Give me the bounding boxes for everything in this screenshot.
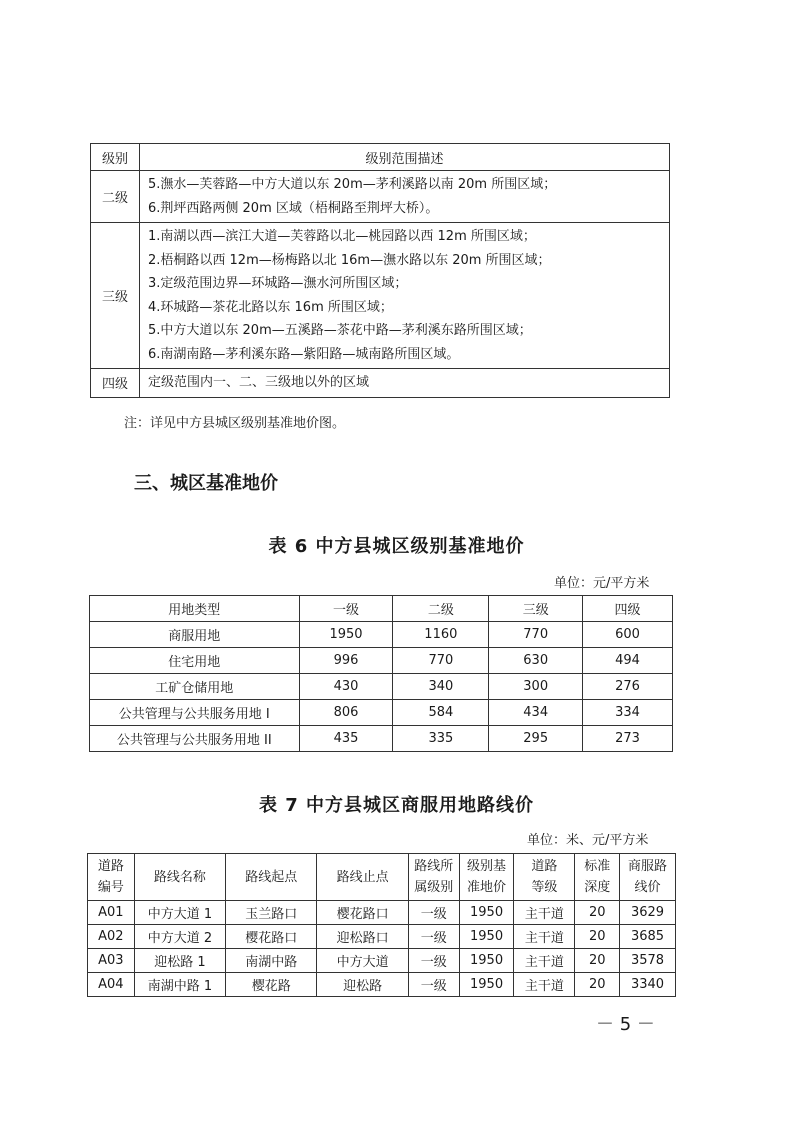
header-cell (134, 854, 225, 901)
table-cell: 迎松路口 (317, 925, 408, 949)
table-cell: 主干道 (514, 949, 575, 973)
table-cell: 300 (489, 674, 583, 700)
table-cell: 中方大道 1 (134, 901, 225, 925)
table-cell: 20 (575, 925, 620, 949)
table-cell: A03 (88, 949, 135, 973)
table-cell: 中方大道 (317, 949, 408, 973)
description-line: 6.荆坪西路两侧 20m 区域（梧桐路至荆坪大桥）。 (148, 200, 439, 216)
table-cell: 3629 (620, 901, 676, 925)
table-cell: 南湖中路 1 (134, 973, 225, 997)
level-cell: 二级 (91, 171, 140, 223)
table-row (91, 171, 670, 223)
table-cell: A02 (88, 925, 135, 949)
header-cell (575, 854, 620, 901)
table-cell: 一级 (408, 949, 459, 973)
table-row (90, 674, 673, 700)
header-line: 路线止点 (336, 869, 389, 885)
table-row (88, 925, 676, 949)
table-row (88, 901, 676, 925)
table-cell: 主干道 (514, 901, 575, 925)
table-cell: 南湖中路 (226, 949, 317, 973)
table-cell: 600 (583, 622, 673, 648)
table6-caption: 表 6 中方县城区级别基准地价 (268, 536, 525, 557)
header-cell: 二级 (393, 596, 489, 622)
header-cell (88, 854, 135, 901)
table-row (90, 622, 673, 648)
header-cell (514, 854, 575, 901)
table-cell: 1950 (299, 622, 393, 648)
table-cell: 20 (575, 901, 620, 925)
table-cell: 公共管理与公共服务用地 I (90, 700, 300, 726)
level-range-table (90, 143, 670, 398)
table6-unit: 单位：元/平方米 (554, 576, 650, 591)
level-cell: 三级 (91, 223, 140, 369)
table-cell: 樱花路口 (317, 901, 408, 925)
table-cell: A01 (88, 901, 135, 925)
table-row (88, 949, 676, 973)
table-cell: 迎松路 (317, 973, 408, 997)
table-cell: 273 (583, 726, 673, 752)
table-cell: 20 (575, 949, 620, 973)
table-header-row (90, 596, 673, 622)
benchmark-price-table (89, 595, 673, 752)
table-row (90, 700, 673, 726)
description-line: 5.中方大道以东 20m—五溪路—茶花中路—茅利溪东路所围区域； (148, 323, 532, 338)
page-number: － 5 － (596, 1014, 655, 1035)
header-cell (620, 854, 676, 901)
header-cell: 三级 (489, 596, 583, 622)
table-cell: A04 (88, 973, 135, 997)
table-cell: 806 (299, 700, 393, 726)
header-line: 道路 (97, 859, 124, 874)
table-cell: 430 (299, 674, 393, 700)
table-cell: 770 (489, 622, 583, 648)
table-cell: 樱花路口 (226, 925, 317, 949)
table-row (90, 648, 673, 674)
header-cell (459, 854, 514, 901)
table-cell: 工矿仓储用地 (90, 674, 300, 700)
table-row (88, 973, 676, 997)
table-cell: 一级 (408, 925, 459, 949)
header-cell: 级别 (91, 144, 140, 171)
description-line: 2.梧桐路以西 12m—杨梅路以北 16m—潕水路以东 20m 所围区域； (148, 252, 551, 268)
header-line: 路线所 (414, 859, 454, 874)
header-line: 级别基 (467, 859, 507, 874)
header-line: 线价 (634, 880, 661, 895)
table-cell: 1950 (459, 949, 514, 973)
header-line: 道路 (531, 859, 558, 874)
description-line: 定级范围内一、二、三级地以外的区域 (148, 375, 370, 390)
table-cell: 中方大道 2 (134, 925, 225, 949)
table-cell: 494 (583, 648, 673, 674)
table-cell: 3578 (620, 949, 676, 973)
description-line: 1.南湖以西—滨江大道—芙蓉路以北—桃园路以西 12m 所围区域； (148, 229, 536, 244)
table-cell: 770 (393, 648, 489, 674)
road-price-table (87, 853, 676, 997)
header-line: 编号 (97, 880, 124, 895)
table-row (90, 726, 673, 752)
table-cell: 玉兰路口 (226, 901, 317, 925)
header-cell: 四级 (583, 596, 673, 622)
table-cell: 3685 (620, 925, 676, 949)
table-cell: 一级 (408, 901, 459, 925)
header-line: 属级别 (414, 880, 454, 895)
table-cell: 住宅用地 (90, 648, 300, 674)
header-line: 路线名称 (153, 869, 206, 885)
header-cell: 级别范围描述 (140, 144, 670, 171)
description-line: 3.定级范围边界—环城路—潕水河所围区域； (148, 276, 408, 291)
description-cell (140, 171, 670, 223)
description-line: 6.南湖南路—茅利溪东路—紫阳路—城南路所围区域。 (148, 346, 460, 362)
table-cell: 434 (489, 700, 583, 726)
header-line: 标准 (584, 859, 611, 874)
section-title: 三、城区基准地价 (134, 473, 278, 494)
description-cell (140, 223, 670, 369)
table-note: 注：详见中方县城区级别基准地价图。 (124, 416, 346, 431)
table-cell: 主干道 (514, 925, 575, 949)
table-cell: 公共管理与公共服务用地 II (90, 726, 300, 752)
header-line: 准地价 (467, 880, 507, 895)
header-line: 深度 (584, 880, 611, 895)
header-line: 商服路 (628, 859, 668, 874)
table-cell: 迎松路 1 (134, 949, 225, 973)
table-cell: 20 (575, 973, 620, 997)
table-row (91, 369, 670, 398)
table-cell: 樱花路 (226, 973, 317, 997)
table-cell: 276 (583, 674, 673, 700)
header-cell (408, 854, 459, 901)
table-cell: 340 (393, 674, 489, 700)
header-cell: 用地类型 (90, 596, 300, 622)
table-cell: 435 (299, 726, 393, 752)
description-line: 5.潕水—芙蓉路—中方大道以东 20m—茅利溪路以南 20m 所围区域； (148, 177, 557, 192)
header-line: 等级 (531, 880, 558, 895)
level-cell: 四级 (91, 369, 140, 398)
table-cell: 1950 (459, 901, 514, 925)
table-cell: 1950 (459, 925, 514, 949)
table-cell: 商服用地 (90, 622, 300, 648)
description-cell (140, 369, 670, 398)
table-cell: 584 (393, 700, 489, 726)
table-cell: 996 (299, 648, 393, 674)
table-cell: 335 (393, 726, 489, 752)
table-cell: 295 (489, 726, 583, 752)
table-cell: 334 (583, 700, 673, 726)
description-line: 4.环城路—茶花北路以东 16m 所围区域； (148, 299, 393, 315)
table-cell: 一级 (408, 973, 459, 997)
header-line: 路线起点 (245, 869, 298, 885)
table-header-row (91, 144, 670, 171)
table-header-row (88, 854, 676, 901)
table-cell: 630 (489, 648, 583, 674)
header-cell (226, 854, 317, 901)
table-cell: 主干道 (514, 973, 575, 997)
header-cell: 一级 (299, 596, 393, 622)
table-row (91, 223, 670, 369)
table7-unit: 单位：米、元/平方米 (527, 833, 649, 848)
table-cell: 3340 (620, 973, 676, 997)
table7-caption: 表 7 中方县城区商服用地路线价 (258, 795, 535, 816)
table-cell: 1160 (393, 622, 489, 648)
table-cell: 1950 (459, 973, 514, 997)
header-cell (317, 854, 408, 901)
